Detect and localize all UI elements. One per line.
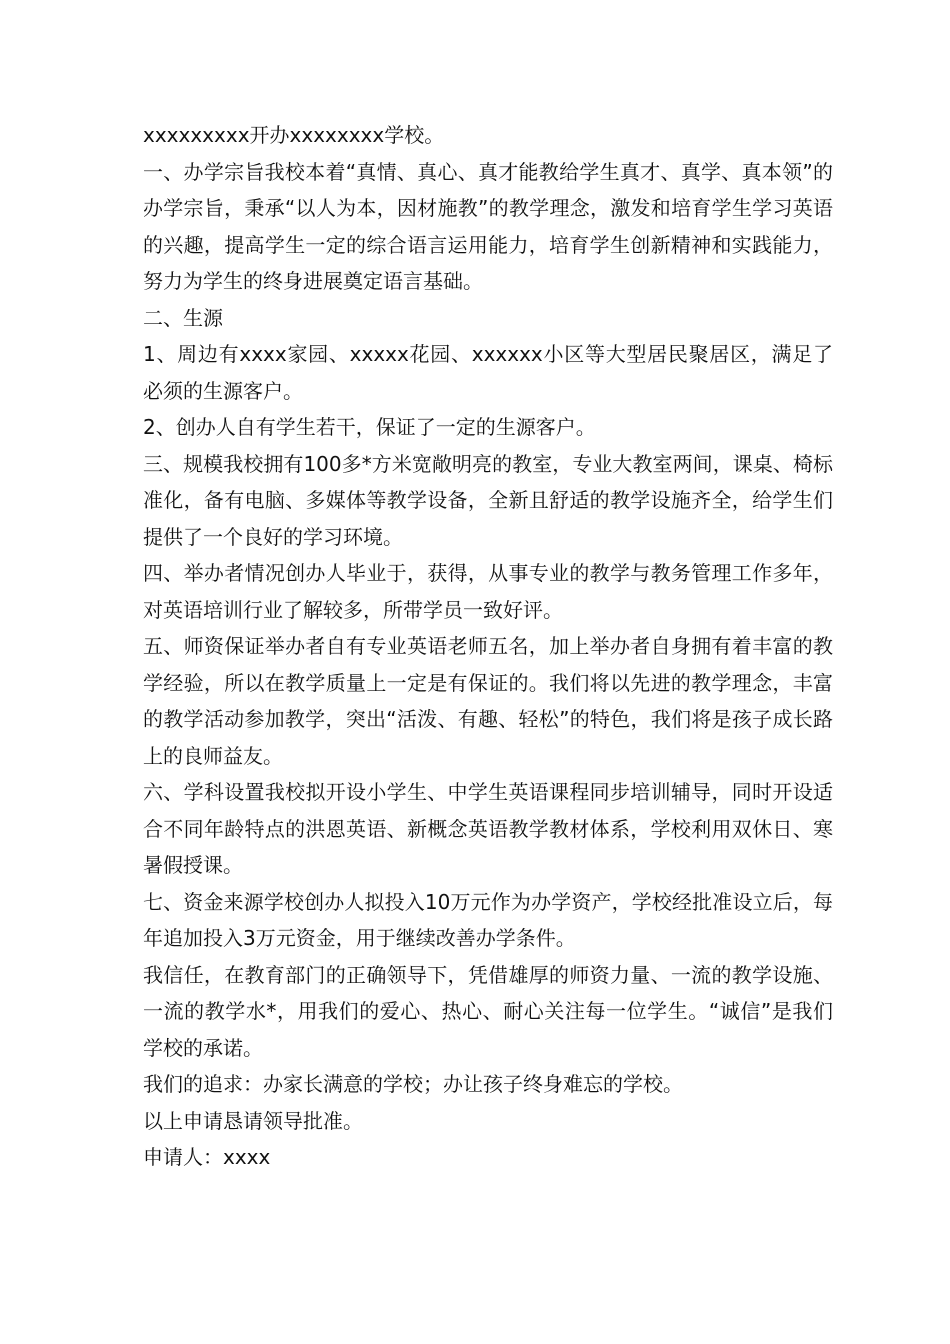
section-founder: 四、举办者情况创办人毕业于，获得，从事专业的教学与教务管理工作多年，对英语培训行业了解较多，所带学员一致好评。 (143, 561, 833, 622)
closing-pursuit: 我们的追求：办家长满意的学校；办让孩子终身难忘的学校。 (143, 1072, 683, 1096)
section-teachers: 五、师资保证举办者自有专业英语老师五名，加上举办者自身拥有着丰富的教学经验，所以在教学质量上一定是有保证的。我们将以先进的教学理念，丰富的教学活动参加教学，突出“活泼、有趣、轻松”的特色，我们将是孩子成长路上的良师益友。 (143, 634, 833, 768)
section-subjects: 六、学科设置我校拟开设小学生、中学生英语课程同步培训辅导，同时开设适合不同年龄特点的洪恩英语、新概念英语教学教材体系，学校利用双休日、寒暑假授课。 (143, 780, 833, 877)
document-body (143, 117, 833, 1176)
section-funding: 七、资金来源学校创办人拟投入10万元作为办学资产，学校经批准设立后，每年追加投入3万元资金，用于继续改善办学条件。 (143, 889, 833, 950)
section-purpose: 一、办学宗旨我校本着“真情、真心、真才能教给学生真才、真学、真本领”的办学宗旨，秉承“以人为本，因材施教”的教学理念，激发和培育学生学习英语的兴趣，提高学生一定的综合语言运用能力，培育学生创新精神和实践能力，努力为学生的终身进展奠定语言基础。 (143, 159, 833, 293)
closing-request: 以上申请恳请领导批准。 (143, 1108, 363, 1133)
section-students-heading: 二、生源 (143, 305, 223, 330)
closing-commitment: 我信任，在教育部门的正确领导下，凭借雄厚的师资力量、一流的教学设施、一流的教学水*，用我们的爱心、热心、耐心关注每一位学生。“诚信”是我们学校的承诺。 (143, 962, 833, 1060)
students-item-1: 1、周边有xxxx家园、xxxxx花园、xxxxxx小区等大型居民聚居区，满足了必须的生源客户。 (143, 342, 833, 403)
document-title-line: xxxxxxxxx开办xxxxxxxx学校。 (143, 123, 445, 147)
applicant-signature-line: 申请人：xxxx (143, 1145, 271, 1169)
students-item-2: 2、创办人自有学生若干，保证了一定的生源客户。 (143, 415, 596, 439)
section-scale: 三、规模我校拥有100多*方米宽敞明亮的教室，专业大教室两间，课桌、椅标准化，备有电脑、多媒体等教学设备，全新且舒适的教学设施齐全，给学生们提供了一个良好的学习环境。 (143, 451, 833, 549)
